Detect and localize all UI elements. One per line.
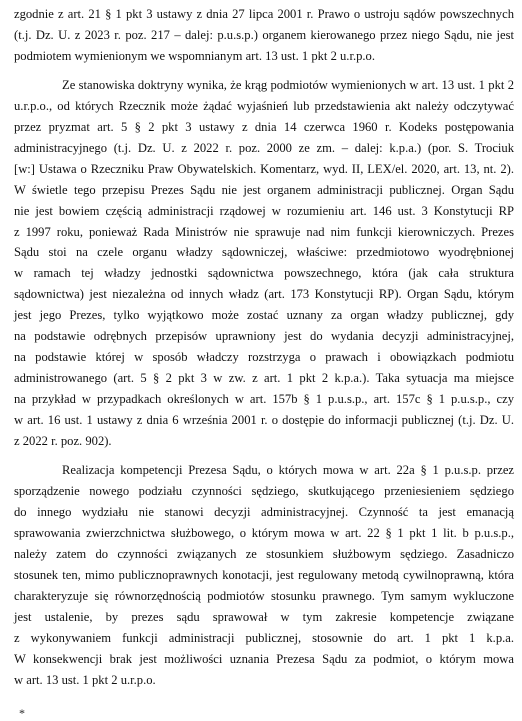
footer-mark: * [19,706,25,720]
text-line: Realizacja kompetencji Prezesa Sądu, o których mowa w art. 22a § 1 p.u.s.p. przez [62,463,514,478]
text-line: (t.j. Dz. U. z 2023 r. poz. 217 – dalej: p.u.s.p.) organem kierowanego przez niego Sądu, nie jest [14,27,514,42]
text-line: sprawowania zwierzchnictwa służbowego, o którym mowa w art. 22 § 1 pkt 1 lit. b p.u.s.p., [14,525,514,540]
text-line: należy zatem do czynności związanych ze stosunkiem służbowym sędziego. Zasadniczo [14,546,514,561]
text-line: na podstawie odrębnych przepisów uprawniony jest do wydania decyzji administracyjnej, [14,329,514,344]
text-line: u.r.p.o., od których Rzecznik może żądać wyjaśnień lub przedstawienia akt należy odczytywać [14,98,514,113]
text-line: w art. 13 ust. 1 pkt 2 u.r.p.o. [14,672,156,687]
text-line: w ramach tej władzy jednostki sądownictwa powszechnego, która (jak cała struktura [14,266,514,281]
text-line: z 2022 r. poz. 902). [14,434,112,449]
text-line: na podstawie której w sposób władczy rozstrzyga o prawach i obowiązkach podmiotu [14,350,514,365]
paragraph-1 [14,4,514,67]
text-line: W konsekwencji brak jest możliwości uznania Prezesa Sądu za podmiot, o którym mowa [14,651,514,666]
text-line: przez pryzmat art. 5 § 2 pkt 3 ustawy z dnia 14 czerwca 1960 r. Kodeks postępowania [14,119,514,134]
text-line: Ze stanowiska doktryny wynika, że krąg podmiotów wymienionych w art. 13 ust. 1 pkt 2 [62,77,514,92]
text-line: zgodnie z art. 21 § 1 pkt 3 ustawy z dnia 27 lipca 2001 r. Prawo o ustroju sądów powszechnych [14,7,514,21]
text-line: jest jego Prezes, tylko wyjątkowo może zostać uznany za organ władzy publicznej, gdy [14,308,514,323]
text-line: sporządzenie nowego podziału czynności sędziego, skutkującego przeniesieniem sędziego [14,483,514,498]
text-line: W świetle tego przepisu Prezes Sądu nie jest organem administracji publicznej. Organ Sądu [14,182,514,197]
text-line: z 1997 roku, ponieważ Rada Ministrów nie sprawuje nad nim funkcji kierowniczych. Prezes [14,224,514,239]
text-line: charakteryzuje się równorzędnością podmiotów stosunku prawnego. Tym samym wykluczone [14,588,514,603]
text-line: w art. 16 ust. 1 ustawy z dnia 6 września 2001 r. o dostępie do informacji publicznej (t.j. Dz. U. [14,413,514,428]
paragraph-3 [14,460,514,690]
text-line: na przykład w przypadkach określonych w art. 157b § 1 p.u.s.p., art. 157c § 1 p.u.s.p., czy [14,392,514,407]
text-line: jest ustalenie, by prezes sądu sprawował w tym zakresie kompetencje związane [14,609,514,624]
text-line: administracyjnego (t.j. Dz. U. z 2022 r. poz. 2000 ze zm. – dalej: k.p.a.) (por. S. Trociuk [14,140,514,155]
document-page [14,4,514,691]
text-line: stosunek ten, mimo publicznoprawnych konotacji, jest regulowany metodą cywilnoprawną, która [14,567,514,582]
paragraph-2 [14,75,514,452]
text-line: [w:] Ustawa o Rzeczniku Praw Obywatelskich. Komentarz, wyd. II, LEX/el. 2020, art. 13, nt. 2). [14,161,514,176]
text-line: do innego wydziału nie stanowi decyzji administracyjnej. Czynność ta jest emanacją [14,504,514,519]
text-line: nie jest bowiem częścią administracji rządowej w rozumieniu art. 146 ust. 3 Konstytucji RP [14,203,514,218]
text-line: administrowanego (art. 5 § 2 pkt 3 w zw. z art. 1 pkt 2 k.p.a.). Taka sytuacja ma miejsce [14,371,514,386]
text-line: z wykonywaniem funkcji administracji publicznej, stosownie do art. 1 pkt 1 k.p.a. [14,630,514,645]
text-line: sądownictwa) jest niezależna od innych władz (art. 173 Konstytucji RP). Organ Sądu, którym [14,287,514,302]
text-line: Sądu stoi na czele organu władzy sądowniczej, właściwe: przedmiotowo wyodrębnionej [14,245,514,260]
text-line: podmiotem wymienionym we wspomnianym art. 13 ust. 1 pkt 2 u.r.p.o. [14,48,375,63]
